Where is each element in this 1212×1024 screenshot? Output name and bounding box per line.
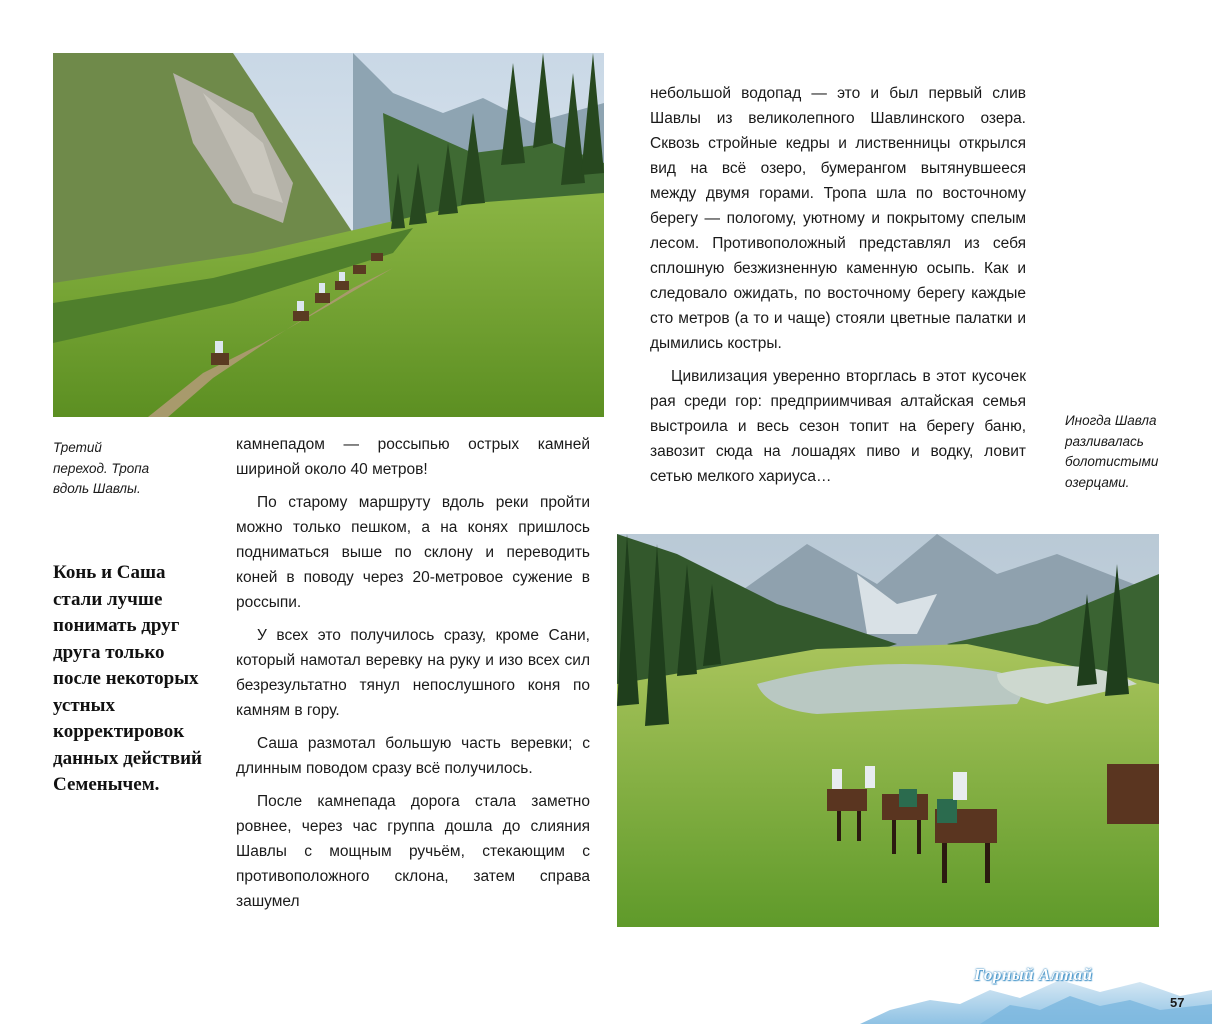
paragraph: После камнепада дорога стала заметно ровнее, через час группа дошла до слияния Шавлы с мощным ручьём, стекающим с противоположного склона, затем справа зашумел [236,793,590,910]
photo-valley-river [617,534,1159,927]
text-column-right [650,81,1026,497]
paragraph: Цивилизация уверенно вторглась в этот кусочек рая среди гор: предприимчивая алтайская семья выстроила и весь сезон топит на берегу баню, завозит сюда на лошадях пиво и водку, ловит сетью мелкого хариуса… [650,368,1026,485]
page-number: 57 [1170,995,1185,1010]
pull-quote: Конь и Саша стали лучше понимать друг друга только после некоторых устных корректировок данных действий Семенычем. [53,562,203,795]
photo2-caption: Иногда Шавла разливалась болотистыми озерцами. [1065,413,1159,490]
paragraph: небольшой водопад — это и был первый слив Шавлы из великолепного Шавлинского озера. Сквозь стройные кедры и лиственницы открылся вид на всё озеро, бумерангом вытянувшееся между двумя горами. Тропа шла по восточному берегу — пологому, уютному и покрытому спелым лесом. Противоположный представлял из себя сплошную безжизненную каменную осыпь. Как и следовало ожидать, по восточному берегу каждые сто метров (а то и чаще) стояли цветные палатки и дымились костры. [650,85,1026,352]
paragraph: Саша размотал большую часть веревки; с длинным поводом сразу всё получилось. [236,735,590,777]
paragraph: По старому маршруту вдоль реки пройти можно только пешком, а на конях пришлось подниматься выше по склону и переводить коней в поводу через 20-метровое сужение в россыпи. [236,494,590,611]
photo1-caption: Третий переход. Тропа вдоль Шавлы. [53,440,150,496]
paragraph: камнепадом — россыпью острых камней шириной около 40 метров! [236,436,590,478]
brand-title: Горный Алтай [974,965,1093,984]
paragraph: У всех это получилось сразу, кроме Сани, который намотал веревку на руку и изо всех сил безрезультатно тянул непослушного коня по камням в гору. [236,627,590,719]
photo-mountain-trail [53,53,604,417]
text-column-middle [236,432,590,922]
